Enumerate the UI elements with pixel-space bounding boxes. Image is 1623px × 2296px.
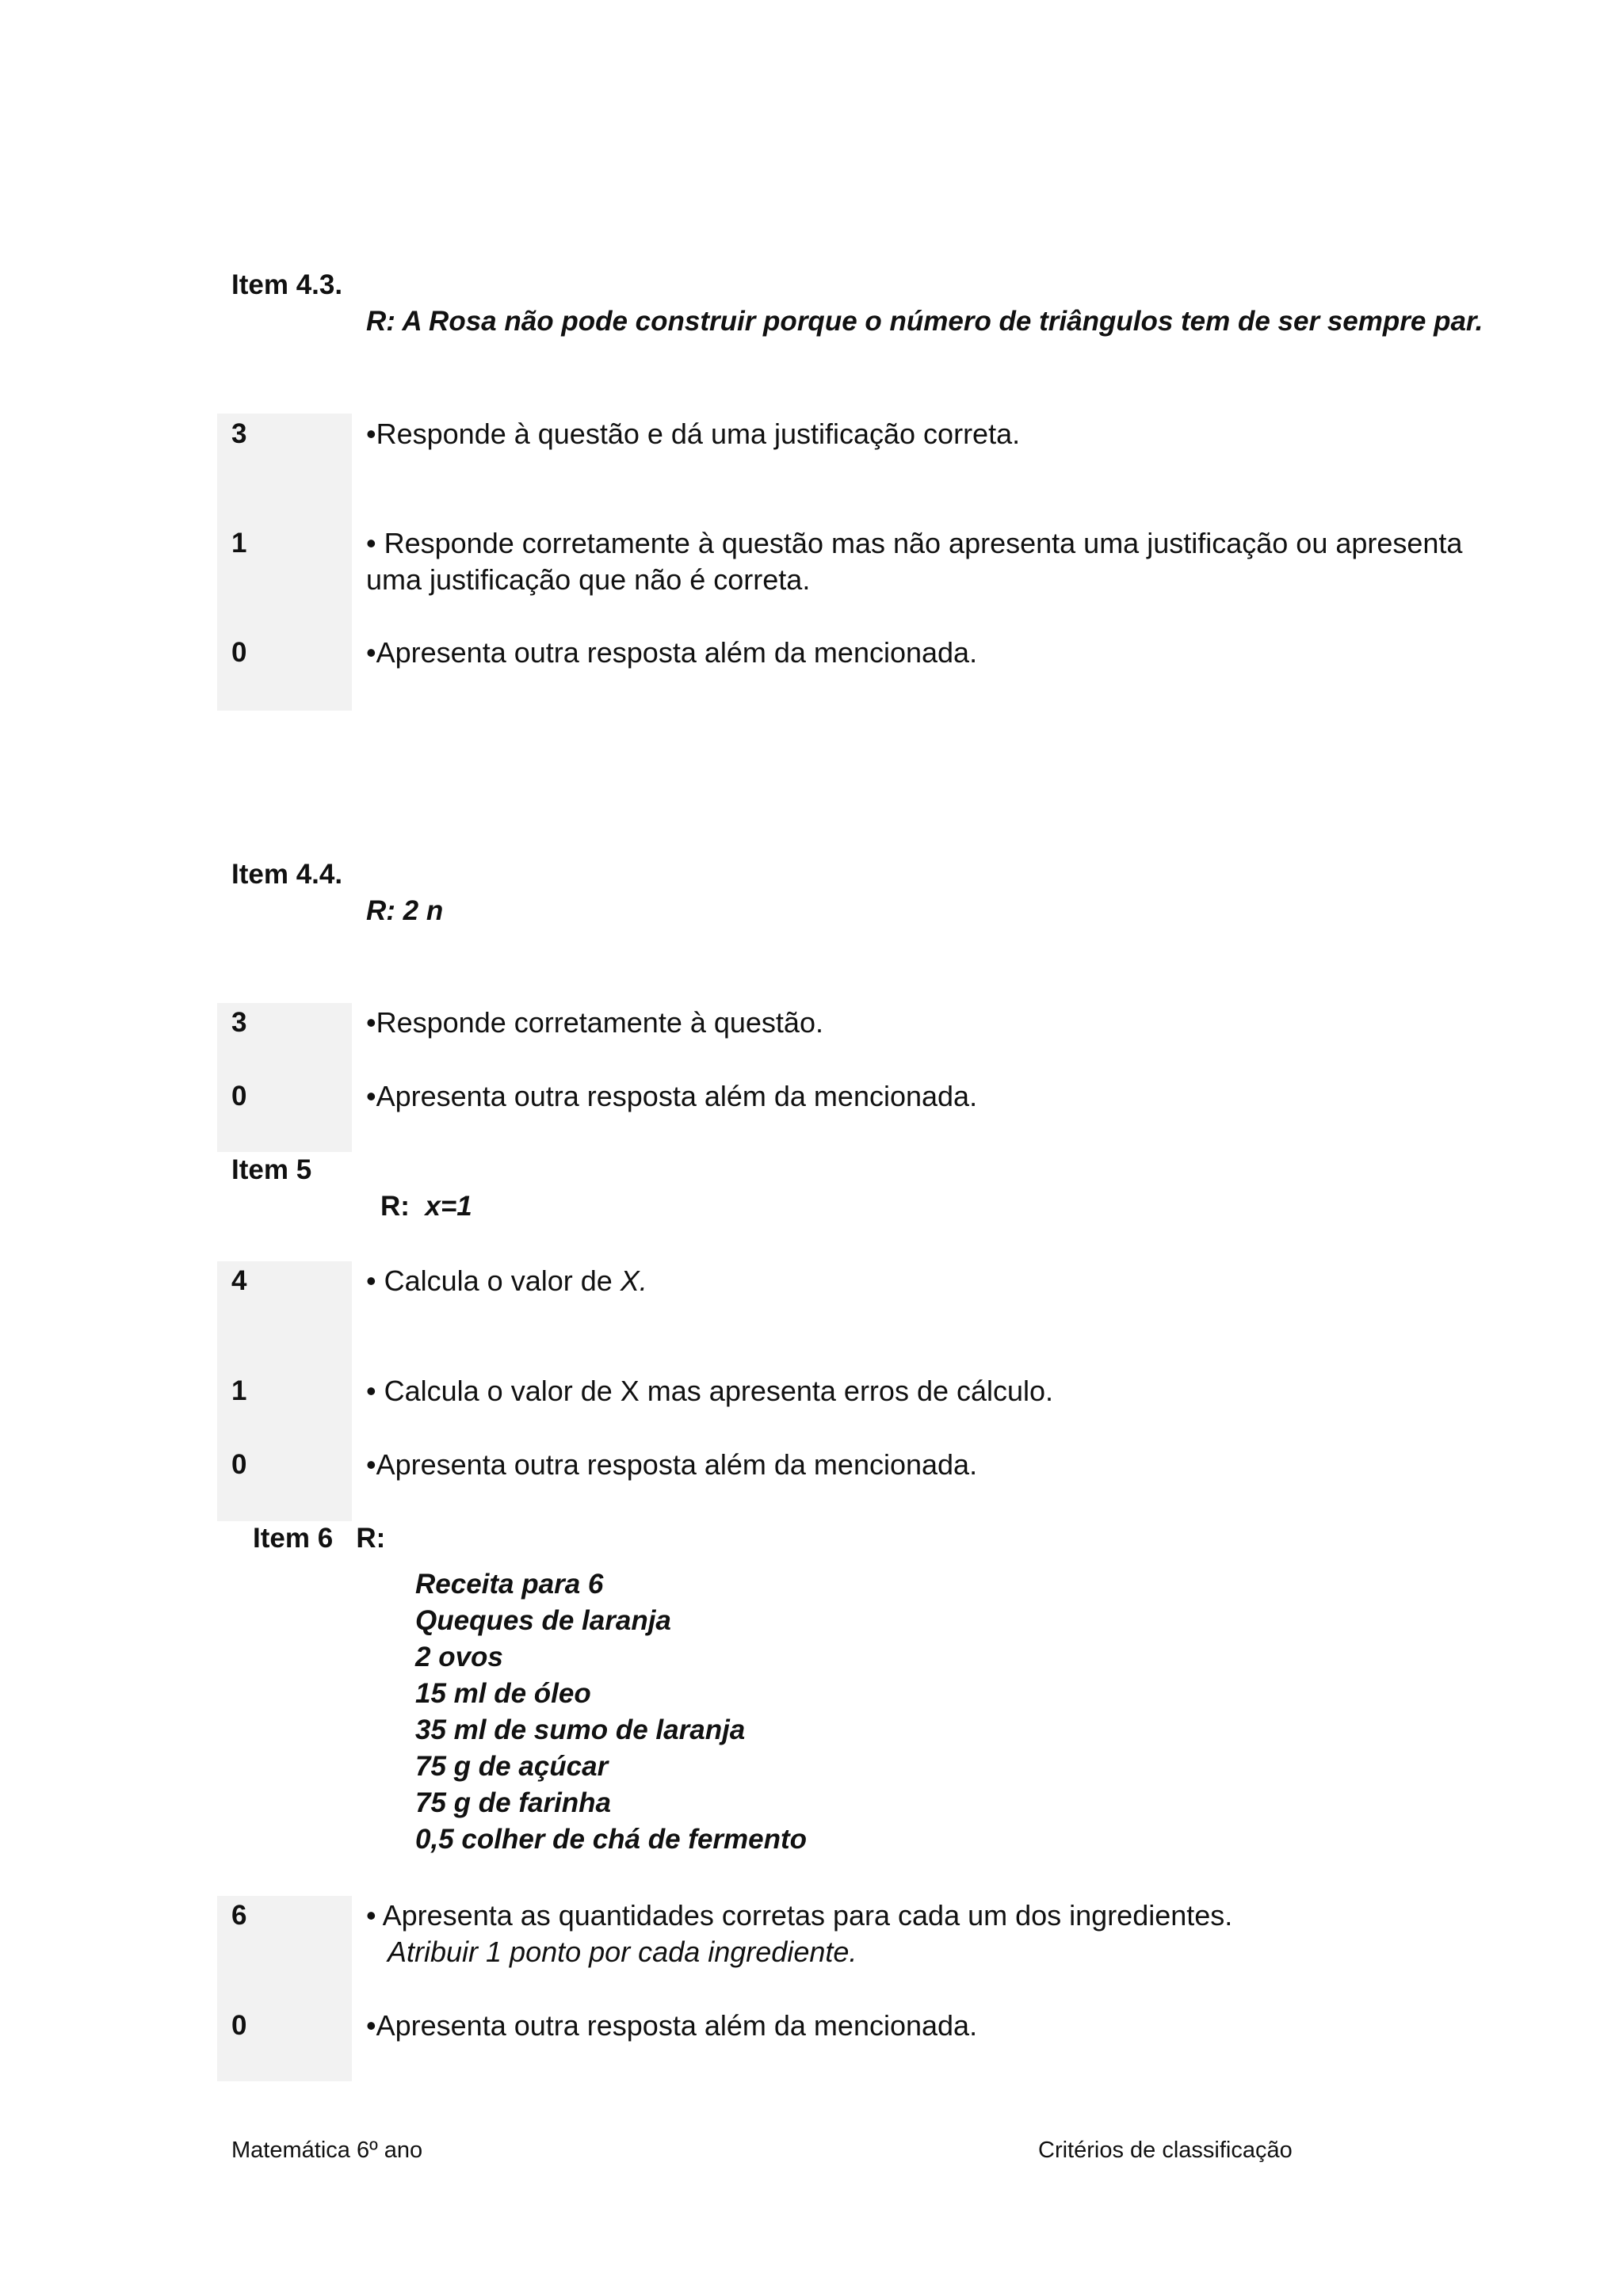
item-5-criterion-4-emphasis: X. <box>620 1264 647 1297</box>
item-6-score-6: 6 <box>231 1900 247 1931</box>
item-4-4-score-0: 0 <box>231 1081 247 1112</box>
item-4-3-criterion-1-line-2: uma justificação que não é correta. <box>366 563 811 596</box>
recipe-line: 15 ml de óleo <box>415 1678 591 1709</box>
item-5-answer-value: x=1 <box>425 1191 472 1222</box>
item-5-criterion-4-text: Calcula o valor de <box>376 1264 621 1297</box>
item-5-score-1: 1 <box>231 1375 247 1406</box>
item-6-score-0: 0 <box>231 2010 247 2041</box>
item-4-4-criterion-3: • Responde corretamente à questão. <box>366 1005 823 1041</box>
recipe-line: 75 g de farinha <box>415 1787 612 1818</box>
item-5-answer <box>380 1188 472 1225</box>
item-4-3-score-3: 3 <box>231 418 247 449</box>
item-4-4-title: Item 4.4. <box>231 859 343 890</box>
item-4-3-answer: R: A Rosa não pode construir porque o número de triângulos tem de ser sempre par. <box>366 306 1484 337</box>
item-4-3-score-0: 0 <box>231 637 247 668</box>
recipe-line: 0,5 colher de chá de fermento <box>415 1824 808 1855</box>
recipe-line: 35 ml de sumo de laranja <box>415 1714 746 1745</box>
item-4-3-criterion-0: • Apresenta outra resposta além da mencionada. <box>366 635 977 671</box>
recipe-line: 2 ovos <box>415 1642 503 1672</box>
item-5-criterion-0: • Apresenta outra resposta além da mencionada. <box>366 1447 977 1483</box>
item-4-3-score-1: 1 <box>231 528 247 559</box>
item-6-criterion-0: • Apresenta outra resposta além da mencionada. <box>366 2008 977 2044</box>
footer-document-title: Critérios de classificação <box>1038 2138 1293 2163</box>
item-6-answer-prefix: R: <box>356 1523 386 1554</box>
item-5-score-4: 4 <box>231 1265 247 1296</box>
recipe-line: Receita para 6 <box>415 1569 604 1600</box>
item-4-3-criterion-3: • Responde à questão e dá uma justificação correta. <box>366 416 1020 452</box>
item-5-criterion-1: • Calcula o valor de X mas apresenta erros de cálculo. <box>366 1373 1053 1409</box>
footer-subject: Matemática 6º ano <box>231 2138 423 2163</box>
item-6-title <box>253 1520 385 1557</box>
item-6-criterion-6-note: Atribuir 1 ponto por cada ingrediente. <box>388 1936 857 1968</box>
item-6-criterion-6: • Apresenta as quantidades corretas para cada um dos ingredientes. <box>366 1897 1232 1934</box>
item-4-4-score-3: 3 <box>231 1007 247 1038</box>
item-5-answer-prefix: R: <box>380 1191 410 1222</box>
recipe-line: 75 g de açúcar <box>415 1751 609 1782</box>
item-4-3-title: Item 4.3. <box>231 269 343 300</box>
item-4-3-criterion-1-line-1: • Responde corretamente à questão mas não apresenta uma justificação ou apresenta <box>366 525 1462 562</box>
item-4-4-criterion-0: • Apresenta outra resposta além da mencionada. <box>366 1078 977 1115</box>
item-5-title: Item 5 <box>231 1154 312 1185</box>
item-5-score-0: 0 <box>231 1449 247 1480</box>
item-4-4-answer: R: 2 n <box>366 895 444 926</box>
item-6-title-text: Item 6 <box>253 1523 334 1554</box>
recipe-line: Queques de laranja <box>415 1605 671 1636</box>
item-6-recipe <box>415 1566 807 1858</box>
item-5-criterion-4 <box>366 1263 647 1299</box>
